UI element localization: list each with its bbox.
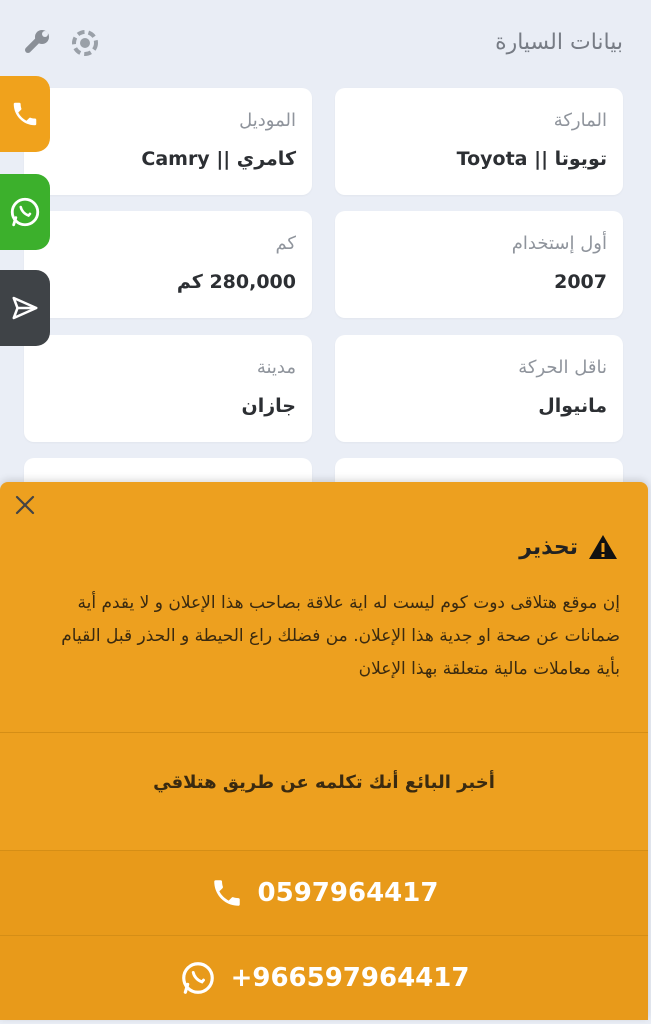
warning-icon — [588, 534, 618, 560]
card-value: 2007 — [554, 271, 607, 293]
card-value: مانيوال — [538, 395, 607, 417]
card-mileage — [24, 211, 312, 318]
whatsapp-side-button[interactable] — [0, 174, 50, 250]
warning-title — [519, 534, 618, 560]
whatsapp-number-button[interactable] — [0, 936, 648, 1020]
whatsapp-number: +966597964417 — [230, 963, 470, 993]
card-first-use — [335, 211, 623, 318]
whatsapp-icon — [8, 195, 42, 229]
close-button[interactable] — [12, 492, 38, 518]
call-number-button[interactable] — [0, 851, 648, 935]
phone-icon — [210, 876, 244, 910]
top-bar — [0, 0, 651, 90]
share-side-button[interactable] — [0, 270, 50, 346]
tell-seller-text: أخبر البائع أنك تكلمه عن طريق هتلاقي — [153, 772, 495, 793]
phone-number: 0597964417 — [257, 878, 439, 908]
card-label: أول إستخدام — [511, 233, 607, 254]
card-city — [24, 335, 312, 442]
card-brand — [335, 88, 623, 195]
card-label: ناقل الحركة — [518, 357, 607, 378]
wrench-icon[interactable] — [24, 28, 54, 62]
card-transmission — [335, 335, 623, 442]
share-icon — [10, 293, 40, 323]
warning-modal — [0, 482, 648, 1020]
settings-icon[interactable] — [70, 28, 100, 62]
card-value: تويوتا || Toyota — [456, 148, 607, 170]
call-side-button[interactable] — [0, 76, 50, 152]
card-value: جازان — [241, 395, 296, 417]
close-icon — [12, 492, 38, 518]
card-label: الموديل — [239, 110, 296, 131]
card-model — [24, 88, 312, 195]
card-label: الماركة — [553, 110, 607, 131]
card-value: كامري || Camry — [141, 148, 296, 170]
tool-icons — [24, 28, 100, 62]
section-title: بيانات السيارة — [495, 30, 623, 55]
warning-body: إن موقع هتلاقى دوت كوم ليست له اية علاقة بصاحب هذا الإعلان و لا يقدم أية ضمانات عن صحة او جدية هذا الإعلان. من فضلك راع الحيطة و الحذر قبل القيام بأية معاملات مالية متعلقة بهذا الإعلان — [61, 593, 620, 679]
divider — [0, 732, 648, 733]
card-label: مدينة — [256, 357, 296, 378]
card-value: 280,000 كم — [176, 271, 296, 293]
warning-title-text: تحذير — [519, 534, 578, 560]
whatsapp-icon — [179, 959, 217, 997]
card-label: كم — [275, 233, 296, 254]
phone-icon — [10, 99, 40, 129]
